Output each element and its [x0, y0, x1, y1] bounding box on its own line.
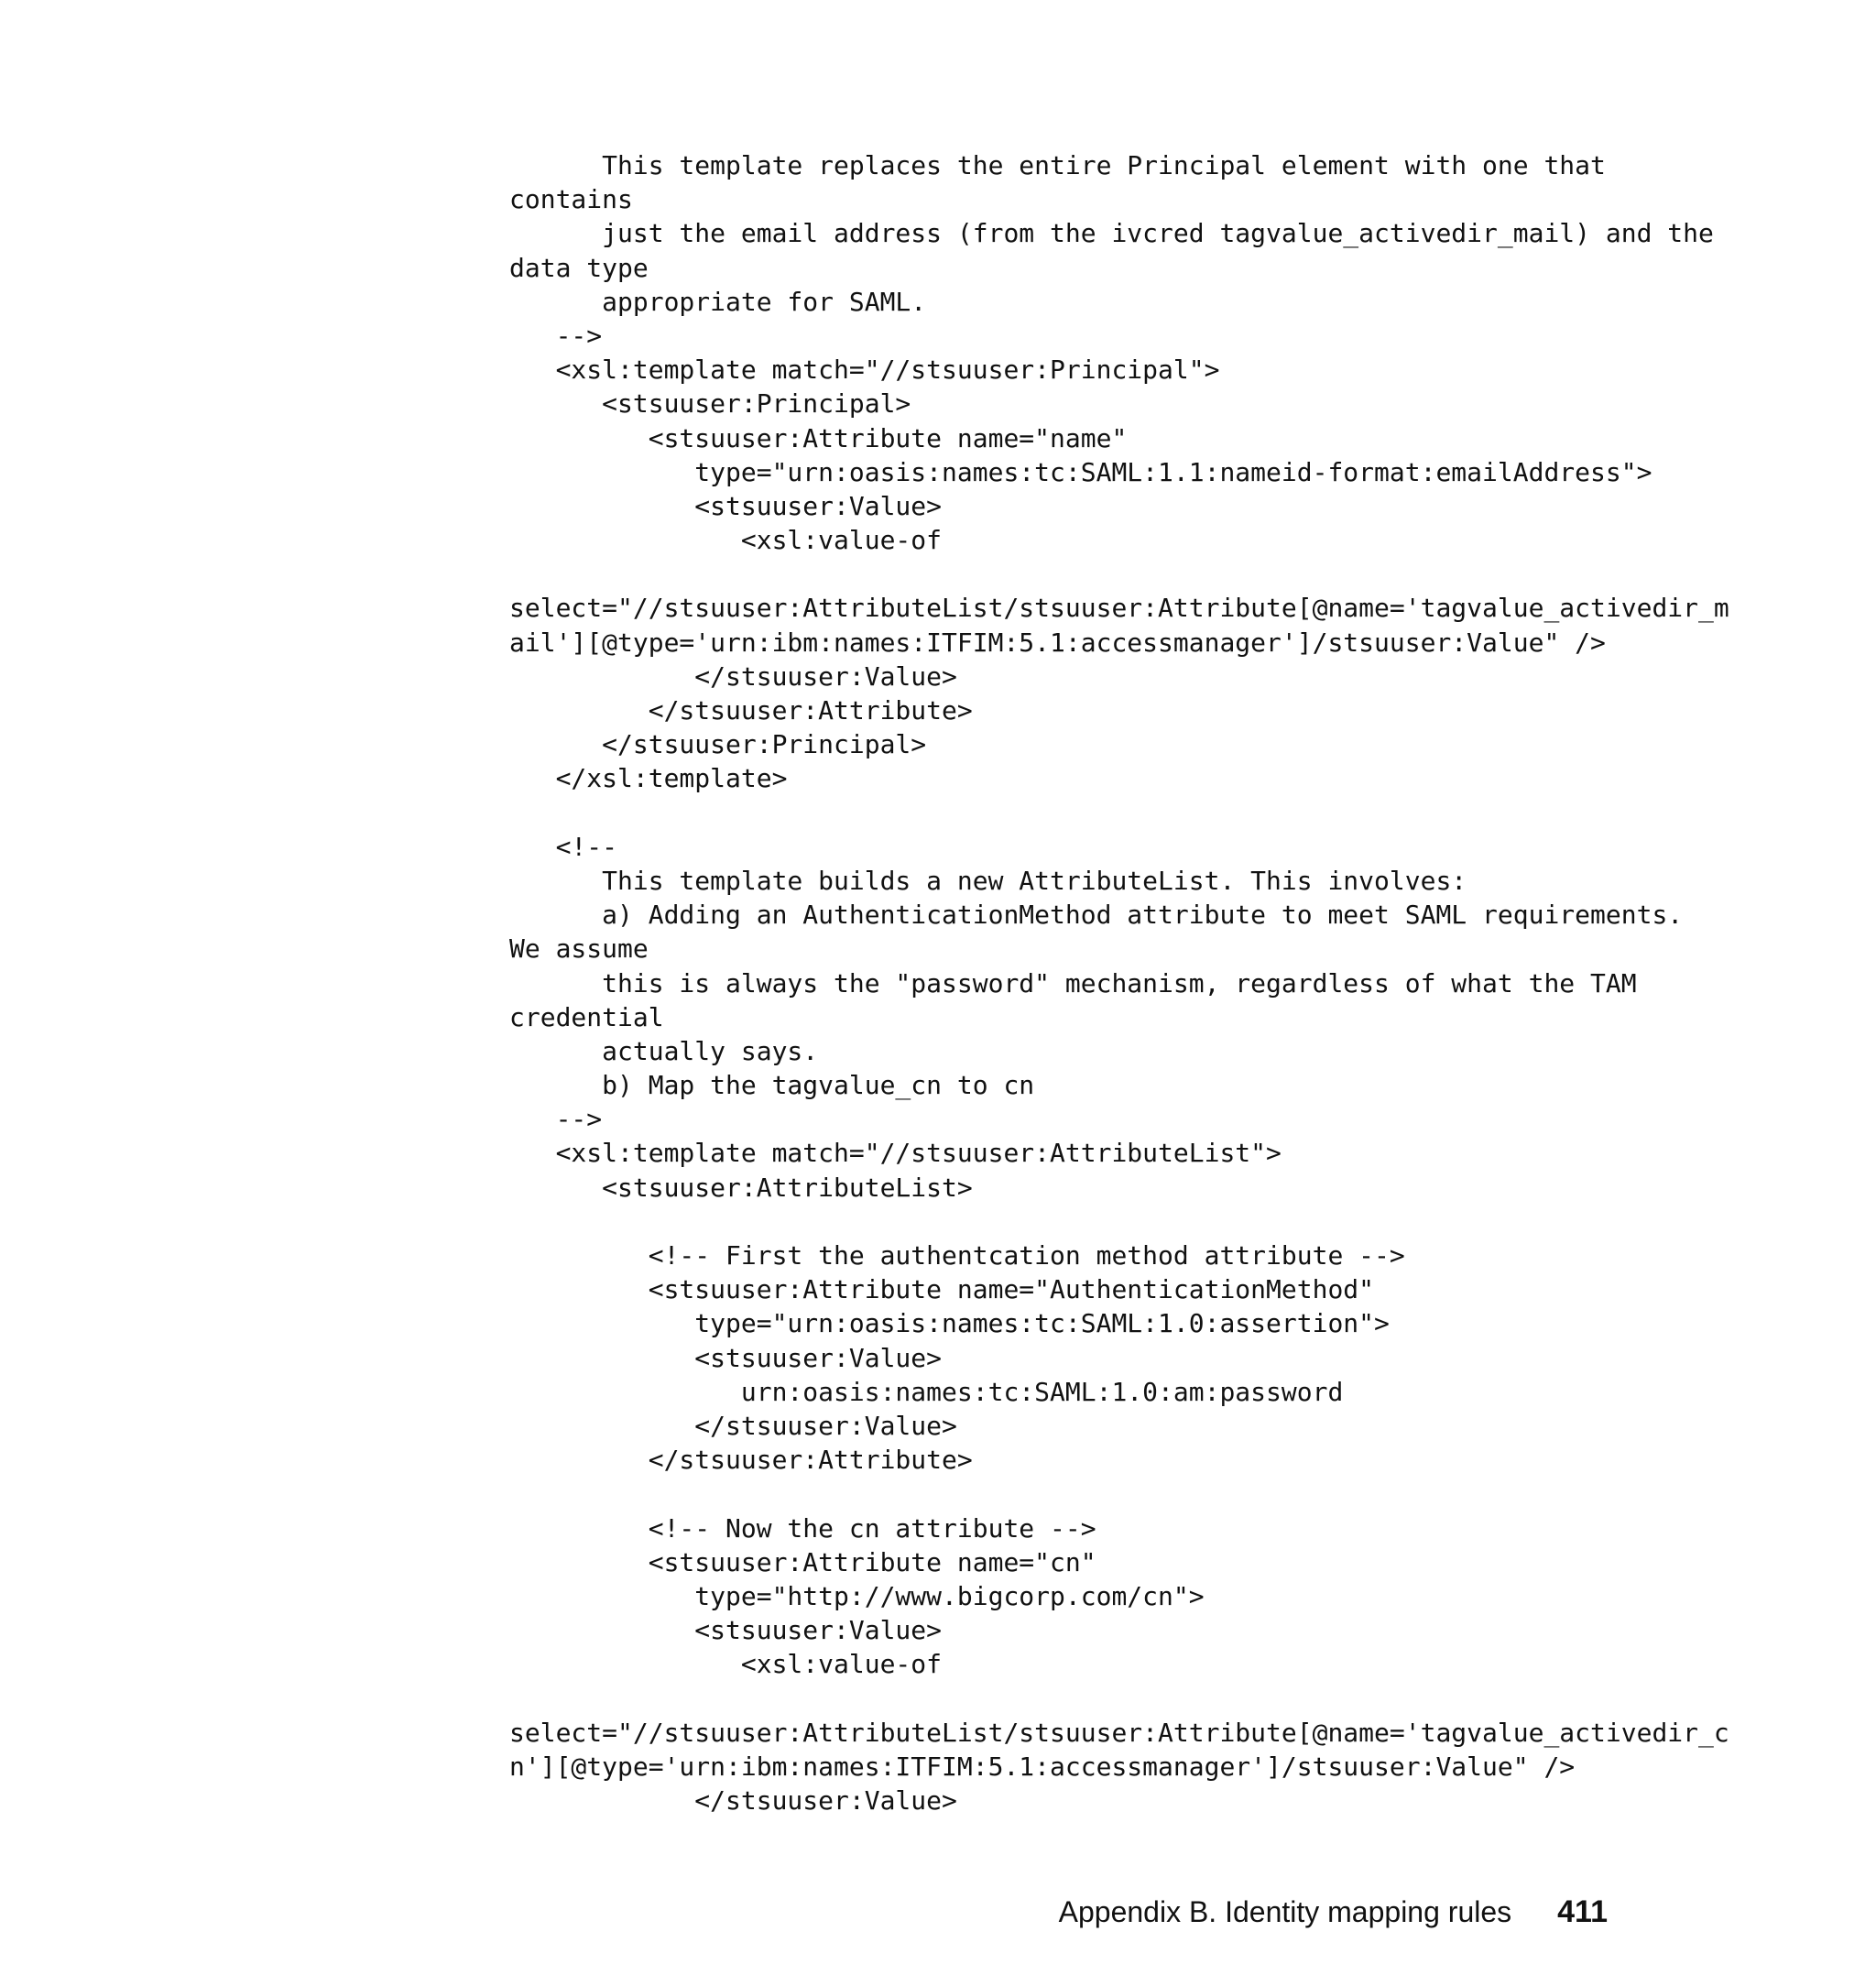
code-line: </stsuuser:Attribute>	[509, 1445, 973, 1476]
code-line: This template replaces the entire Principal element with one that	[509, 150, 1606, 180]
code-line: credential	[509, 1001, 664, 1032]
code-line: We assume	[509, 933, 649, 965]
code-line	[509, 1681, 1729, 1715]
code-line: <xsl:value-of	[509, 1649, 943, 1680]
code-line: a) Adding an AuthenticationMethod attribute to meet SAML requirements.	[509, 900, 1684, 931]
code-line: type="urn:oasis:names:tc:SAML:1.1:nameid-format:emailAddress">	[509, 456, 1652, 487]
code-line: type="urn:oasis:names:tc:SAML:1.0:assertion">	[509, 1308, 1390, 1339]
footer-title: Appendix B. Identity mapping rules	[1058, 1895, 1512, 1928]
code-line: <!-- First the authentcation method attribute -->	[509, 1240, 1405, 1271]
code-line: </stsuuser:Value>	[509, 1785, 957, 1816]
code-line: <stsuuser:Value>	[509, 1615, 943, 1646]
code-line: <xsl:value-of	[509, 525, 943, 556]
code-line: <!-- Now the cn attribute -->	[509, 1512, 1096, 1544]
code-line: n'][@type='urn:ibm:names:ITFIM:5.1:accessmanager']/stsuuser:Value" />	[509, 1751, 1576, 1782]
code-line: just the email address (from the ivcred tagvalue_activedir_mail) and the	[509, 218, 1714, 249]
code-line	[509, 796, 1729, 830]
code-line: data type	[509, 252, 649, 283]
code-line: urn:oasis:names:tc:SAML:1.0:am:password	[509, 1376, 1344, 1407]
code-line: <stsuuser:Principal>	[509, 388, 911, 420]
page-number: 411	[1557, 1894, 1608, 1929]
page-footer	[1059, 1894, 1608, 1930]
code-line: </stsuuser:Principal>	[509, 729, 927, 760]
code-line: </xsl:template>	[509, 763, 788, 794]
code-line: <stsuuser:Attribute name="name"	[509, 422, 1128, 453]
code-line: b) Map the tagvalue_cn to cn	[509, 1070, 1035, 1101]
code-line: actually says.	[509, 1035, 819, 1066]
code-line: ail'][@type='urn:ibm:names:ITFIM:5.1:accessmanager']/stsuuser:Value" />	[509, 627, 1606, 658]
code-line: -->	[509, 1104, 603, 1135]
code-line: appropriate for SAML.	[509, 286, 927, 317]
code-line: This template builds a new AttributeList. This involves:	[509, 865, 1467, 896]
code-line: <stsuuser:Attribute name="cn"	[509, 1546, 1096, 1577]
code-line: </stsuuser:Value>	[509, 660, 957, 692]
code-line: <stsuuser:Value>	[509, 1342, 943, 1373]
code-line: type="http://www.bigcorp.com/cn">	[509, 1580, 1205, 1611]
code-line: <stsuuser:AttributeList>	[509, 1172, 973, 1203]
code-line	[509, 557, 1729, 591]
code-listing	[509, 148, 1729, 1817]
code-line: select="//stsuuser:AttributeList/stsuuser:Attribute[@name='tagvalue_activedir_c	[509, 1717, 1729, 1748]
code-line	[509, 1477, 1729, 1511]
code-line: <xsl:template match="//stsuuser:AttributeList">	[509, 1138, 1282, 1169]
code-line: contains	[509, 184, 633, 215]
code-line: </stsuuser:Attribute>	[509, 695, 973, 726]
code-line: select="//stsuuser:AttributeList/stsuuser:Attribute[@name='tagvalue_activedir_m	[509, 593, 1729, 624]
code-line: <xsl:template match="//stsuuser:Principal">	[509, 355, 1220, 386]
code-line: <stsuuser:Value>	[509, 490, 943, 521]
code-line: -->	[509, 320, 603, 351]
code-line	[509, 1205, 1729, 1239]
code-line: this is always the "password" mechanism, regardless of what the TAM	[509, 967, 1637, 998]
code-line: <!--	[509, 831, 618, 862]
code-line: </stsuuser:Value>	[509, 1410, 957, 1441]
code-line: <stsuuser:Attribute name="AuthenticationMethod"	[509, 1274, 1375, 1305]
